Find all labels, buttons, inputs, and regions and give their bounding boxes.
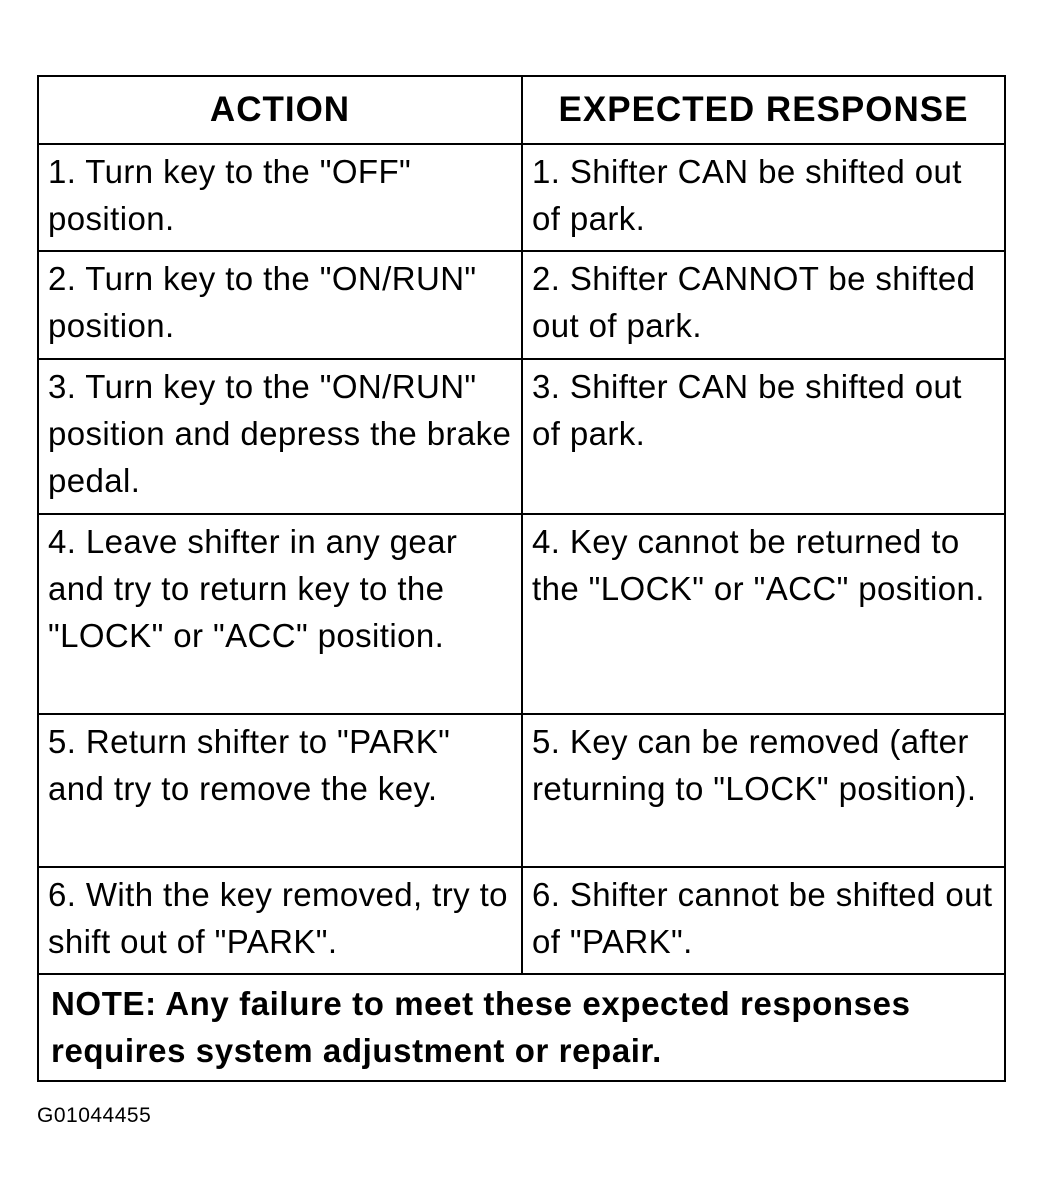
table-row bbox=[39, 251, 1004, 359]
action-cell: 3. Turn key to the "ON/RUN" position and depress the brake pedal. bbox=[39, 359, 522, 514]
table-row bbox=[39, 867, 1004, 974]
table-row bbox=[39, 359, 1004, 514]
action-cell: 5. Return shifter to "PARK" and try to remove the key. bbox=[39, 714, 522, 867]
action-cell: 6. With the key removed, try to shift out of "PARK". bbox=[39, 867, 522, 974]
response-cell: 4. Key cannot be returned to the "LOCK" or "ACC" position. bbox=[522, 514, 1004, 714]
table-row bbox=[39, 714, 1004, 867]
response-cell: 3. Shifter CAN be shifted out of park. bbox=[522, 359, 1004, 514]
note-text: NOTE: Any failure to meet these expected responses requires system adjustment or repair. bbox=[51, 985, 911, 1069]
table-row bbox=[39, 144, 1004, 251]
procedure-table bbox=[39, 77, 1004, 975]
response-cell: 2. Shifter CANNOT be shifted out of park. bbox=[522, 251, 1004, 359]
action-cell: 1. Turn key to the "OFF" position. bbox=[39, 144, 522, 251]
column-header-expected-response: EXPECTED RESPONSE bbox=[522, 77, 1004, 144]
table-row bbox=[39, 514, 1004, 714]
response-cell: 6. Shifter cannot be shifted out of "PARK". bbox=[522, 867, 1004, 974]
action-cell: 2. Turn key to the "ON/RUN" position. bbox=[39, 251, 522, 359]
procedure-figure bbox=[37, 75, 1006, 1082]
action-cell: 4. Leave shifter in any gear and try to return key to the "LOCK" or "ACC" position. bbox=[39, 514, 522, 714]
figure-id-label: G01044455 bbox=[37, 1104, 152, 1127]
response-cell: 1. Shifter CAN be shifted out of park. bbox=[522, 144, 1004, 251]
column-header-action: ACTION bbox=[39, 77, 522, 144]
header-row bbox=[39, 77, 1004, 144]
response-cell: 5. Key can be removed (after returning to "LOCK" position). bbox=[522, 714, 1004, 867]
